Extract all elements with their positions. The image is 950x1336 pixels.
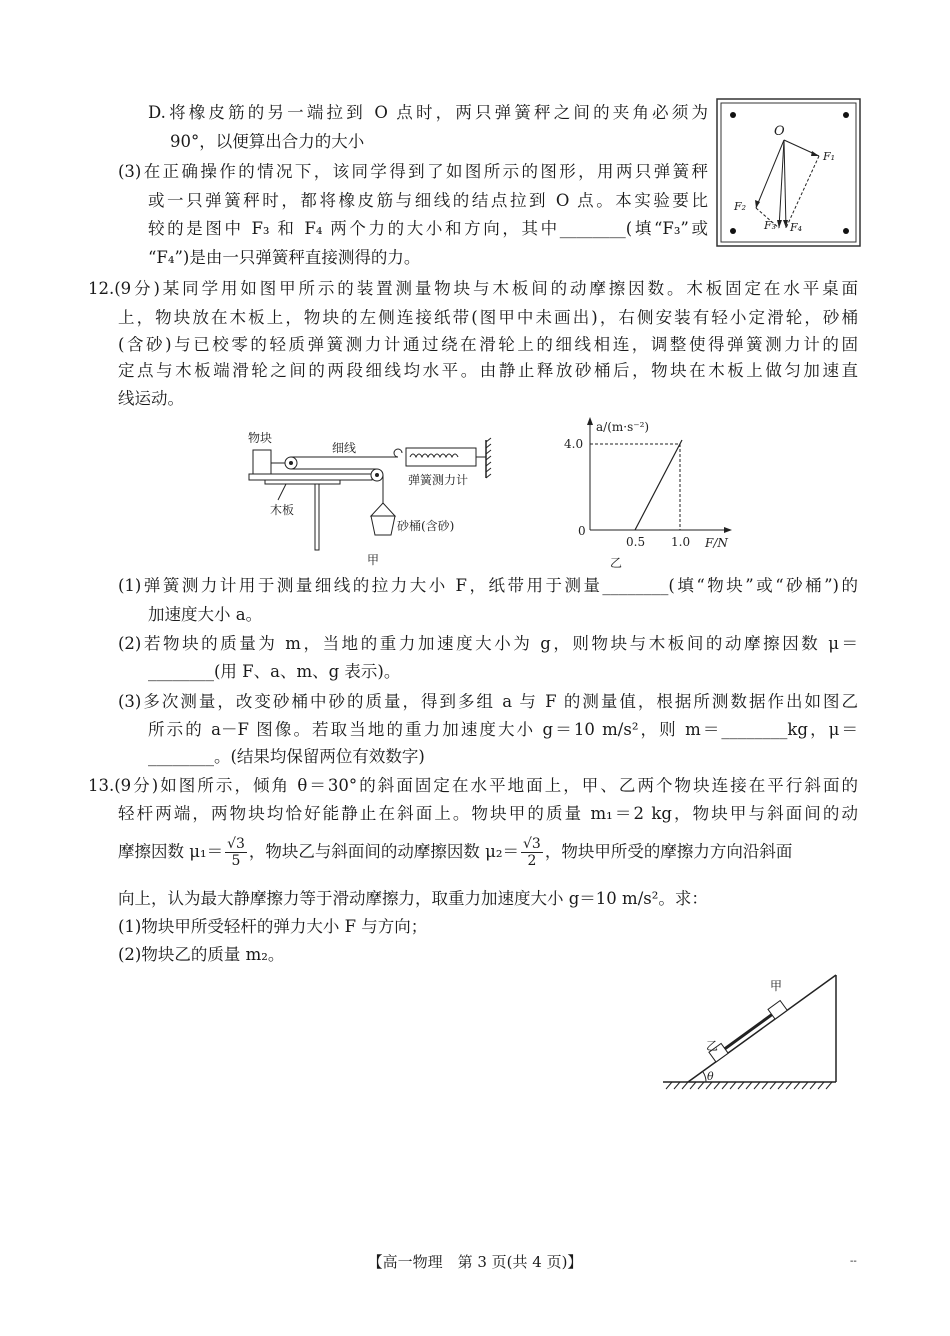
q11-line: 90°，以便算出合力的大小: [170, 132, 365, 151]
label-board: 木板: [270, 503, 295, 517]
label-block: 物块: [248, 431, 273, 445]
label-yi: 乙: [706, 1039, 719, 1053]
mu2-denominator: 2: [527, 853, 537, 869]
q12-sub-line: ________。(结果均保留两位有效数字): [148, 747, 425, 766]
q12-sub-line: (1)弹簧测力计用于测量细线的拉力大小 F，纸带用于测量________(填“物块”或“砂桶”)的: [118, 576, 858, 595]
x-tick-label: 1.0: [671, 535, 691, 549]
q11-line: 较的是图中 F₃ 和 F₄ 两个力的大小和方向，其中________(填“F₃”或: [148, 219, 708, 238]
label-F4: F₄: [790, 221, 803, 234]
label-O: O: [774, 124, 785, 139]
q12-sub-line: ________(用 F、a、m、g 表示)。: [148, 662, 401, 681]
y-tick-label: 4.0: [564, 437, 584, 451]
y-axis-label: a/(m·s⁻²): [596, 420, 650, 434]
q11-line: 或一只弹簧秤时，都将橡皮筋与细线的结点拉到 O 点。本实验要比: [148, 191, 708, 210]
q11-line: (3)在正确操作的情况下，该同学得到了如图所示的图形，用两只弹簧秤: [118, 162, 708, 181]
q13-line: 向上，认为最大静摩擦力等于滑动摩擦力，取重力加速度大小 g＝10 m/s²。求：: [118, 889, 708, 908]
q12-line: 定点与木板端滑轮之间的两段细线均水平。由静止释放砂桶后，物块在木板上做匀加速直: [118, 361, 858, 380]
mu2-fraction: [521, 836, 543, 869]
apparatus-diagram: [240, 420, 510, 570]
a-F-graph: [560, 415, 740, 575]
q13-line: 轻杆两端，两物块均恰好能静止在斜面上。物块甲的质量 m₁＝2 kg，物块甲与斜面间的动: [118, 804, 858, 823]
mu1-denominator: 5: [231, 853, 241, 869]
force-diagram: [716, 98, 862, 248]
q12-sub-line: (2)若物块的质量为 m，当地的重力加速度大小为 g，则物块与木板间的动摩擦因数 μ＝: [118, 634, 858, 653]
caption-jia: 甲: [367, 553, 380, 567]
q13-line-fractions: [118, 836, 858, 869]
mu1-numerator: √3: [227, 836, 245, 852]
q13-line: 13.(9分)如图所示，倾角 θ＝30°的斜面固定在水平地面上，甲、乙两个物块连接在平行斜面的: [88, 776, 858, 795]
q13-line: (1)物块甲所受轻杆的弹力大小 F 与方向；: [118, 917, 428, 936]
q12-line: 12.(9分)某同学用如图甲所示的装置测量物块与木板间的动摩擦因数。木板固定在水平桌面: [88, 279, 858, 298]
q12-line: (含砂)与已校零的轻质弹簧测力计通过绕在滑轮上的细线相连，调整使得弹簧测力计的固: [118, 335, 858, 354]
label-spring-scale: 弹簧测力计: [408, 473, 469, 487]
q12-sub-line: 所示的 a－F 图像。若取当地的重力加速度大小 g＝10 m/s²，则 m＝________kg，μ＝: [148, 720, 858, 739]
x-axis-label: F/N: [705, 536, 728, 550]
caption-yi: 乙: [610, 556, 623, 570]
label-F3: F₃: [764, 219, 777, 232]
q13-text: 摩擦因数 μ₁＝: [118, 842, 224, 861]
incline-diagram: [658, 970, 863, 1095]
data-line: [635, 440, 682, 530]
x-tick-label: 0.5: [626, 535, 646, 549]
mu1-fraction: [225, 836, 247, 869]
q12-sub-line: 加速度大小 a。: [148, 605, 263, 624]
origin-label: 0: [578, 524, 586, 538]
q12-line: 线运动。: [118, 389, 184, 408]
label-string: 细线: [332, 441, 357, 455]
label-theta: θ: [707, 1070, 714, 1083]
label-bucket: 砂桶(含砂): [397, 519, 455, 533]
q13-text: ，物块乙与斜面间的动摩擦因数 μ₂＝: [248, 842, 520, 861]
label-F1: F₁: [823, 150, 836, 163]
mu2-numerator: √3: [523, 836, 541, 852]
corner-mark: --: [850, 1256, 857, 1267]
q12-line: 上，物块放在木板上，物块的左侧连接纸带(图甲中未画出)，右侧安装有轻小定滑轮，砂桶: [118, 308, 858, 327]
q13-line: (2)物块乙的质量 m₂。: [118, 945, 285, 964]
label-F2: F₂: [734, 200, 747, 213]
q12-sub-line: (3)多次测量，改变砂桶中砂的质量，得到多组 a 与 F 的测量值，根据所测数据作出如图乙: [118, 692, 858, 711]
q11-line: D.将橡皮筋的另一端拉到 O 点时，两只弹簧秤之间的夹角必须为: [148, 103, 708, 122]
q11-line: “F₄”)是由一只弹簧秤直接测得的力。: [148, 248, 421, 267]
q13-text: ，物块甲所受的摩擦力方向沿斜面: [544, 842, 793, 861]
label-jia: 甲: [770, 979, 783, 993]
page-footer: 【高一物理 第 3 页(共 4 页)】: [367, 1253, 583, 1271]
